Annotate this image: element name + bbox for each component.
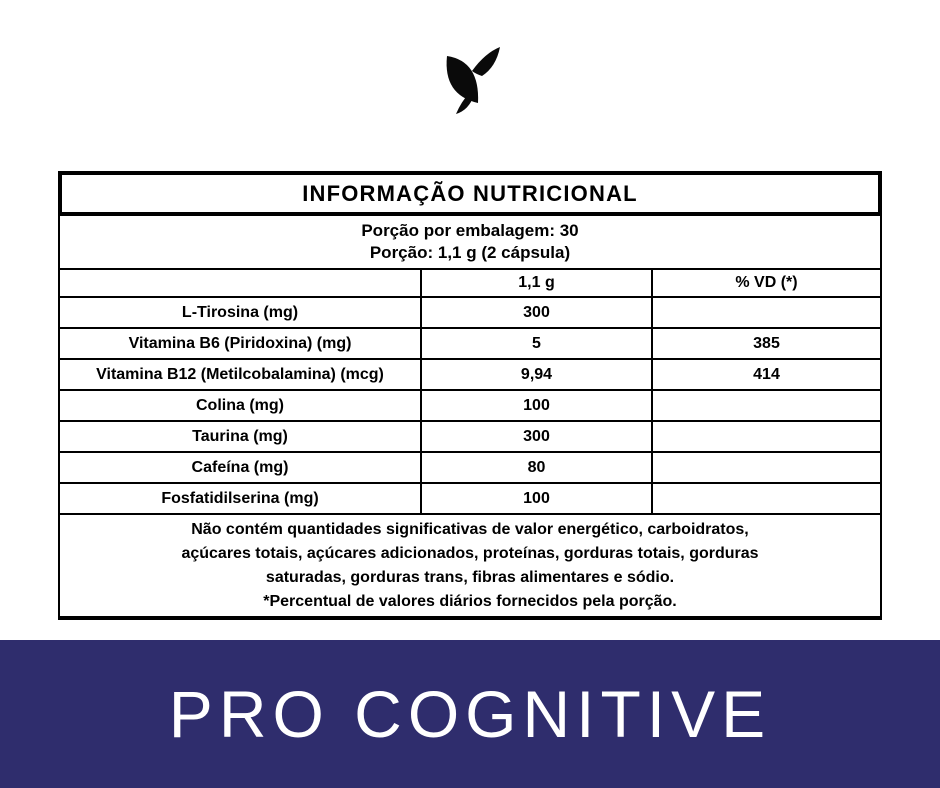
footnote-line: açúcares totais, açúcares adicionados, proteínas, gorduras totais, gorduras	[181, 545, 759, 562]
nutrient-vd	[651, 391, 880, 420]
column-header-row	[60, 270, 880, 298]
nutrition-table-body	[58, 216, 882, 620]
nutrient-name: Taurina (mg)	[192, 427, 288, 445]
nutrient-amount: 80	[420, 453, 651, 482]
table-row	[60, 422, 880, 453]
nutrient-vd: 414	[651, 360, 880, 389]
nutrient-name: Colina (mg)	[196, 396, 284, 414]
column-header-nutrient	[60, 270, 420, 296]
nutrient-vd	[651, 422, 880, 451]
nutrient-amount: 5	[420, 329, 651, 358]
nutrient-name: Vitamina B6 (Piridoxina) (mg)	[128, 334, 352, 352]
table-row	[60, 329, 880, 360]
serving-line-2: Porção: 1,1 g (2 cápsula)	[369, 242, 571, 262]
footnote-line: saturadas, gorduras trans, fibras alimentares e sódio.	[265, 569, 675, 586]
nutrient-name: L-Tirosina (mg)	[181, 303, 299, 321]
table-row	[60, 360, 880, 391]
footnote-line: *Percentual de valores diários fornecidos pela porção.	[263, 593, 677, 610]
table-row	[60, 484, 880, 515]
nutrient-name: Vitamina B12 (Metilcobalamina) (mcg)	[96, 365, 384, 383]
nutrient-vd	[651, 453, 880, 482]
table-title: INFORMAÇÃO NUTRICIONAL	[58, 171, 882, 216]
nutrient-vd: 385	[651, 329, 880, 358]
nutrient-amount: 9,94	[420, 360, 651, 389]
footnote	[60, 515, 880, 616]
nutrient-name: Fosfatidilserina (mg)	[161, 489, 319, 507]
nutrient-vd	[651, 484, 880, 513]
footnote-line: Não contém quantidades significativas de valor energético, carboidratos,	[191, 521, 749, 538]
serving-info	[60, 216, 880, 270]
product-name: PRO COGNITIVE	[168, 677, 772, 751]
nutrient-amount: 300	[420, 422, 651, 451]
nutrient-vd	[651, 298, 880, 327]
leaf-bird-logo-icon	[434, 42, 506, 118]
nutrient-amount: 100	[420, 484, 651, 513]
nutrition-table	[58, 171, 882, 620]
table-row	[60, 453, 880, 484]
nutrient-amount: 100	[420, 391, 651, 420]
column-header-vd: % VD (*)	[651, 270, 880, 296]
nutrient-amount: 300	[420, 298, 651, 327]
nutrient-name: Cafeína (mg)	[191, 458, 289, 476]
table-row	[60, 391, 880, 422]
table-row	[60, 298, 880, 329]
column-header-amount: 1,1 g	[420, 270, 651, 296]
product-banner	[0, 640, 940, 788]
serving-line-1: Porção por embalagem: 30	[361, 221, 579, 240]
